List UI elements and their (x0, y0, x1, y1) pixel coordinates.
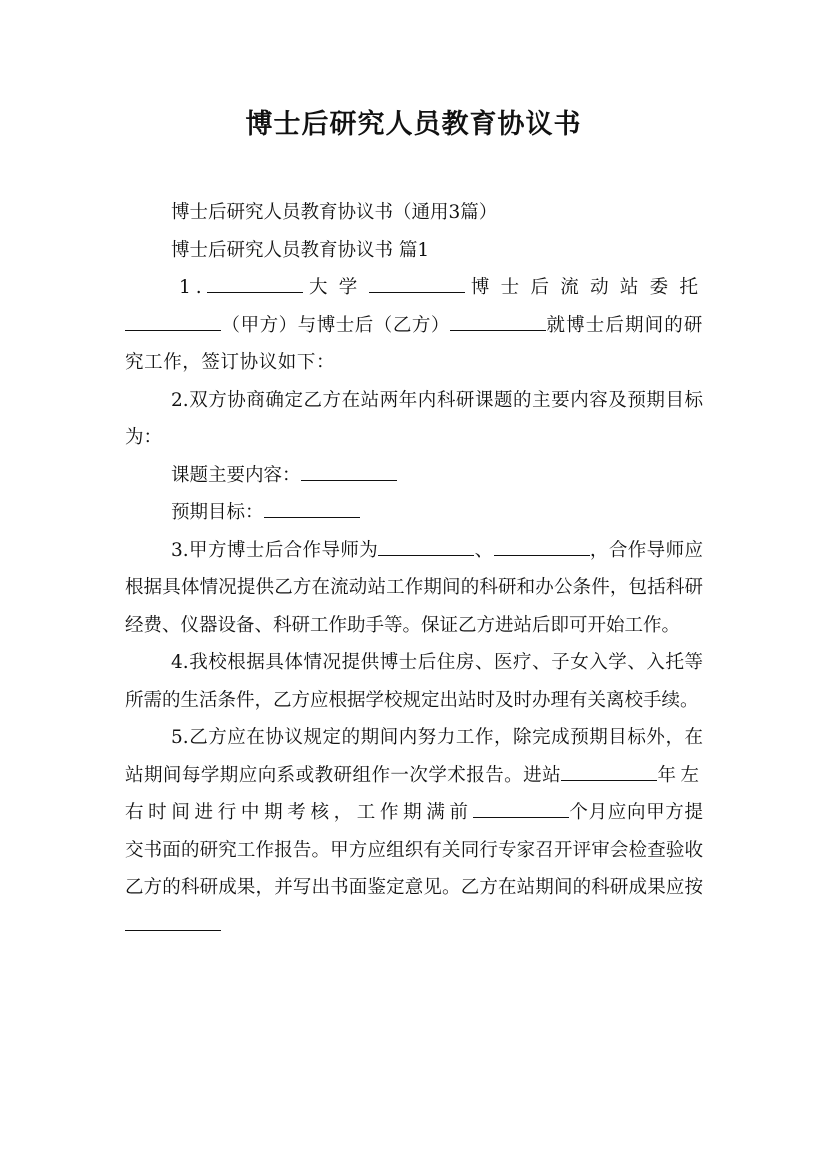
para5-rest: 个月应向甲方提交书面的研究工作报告。甲方应组织有关同行专家召开评审会检查验收乙方的科研成果，并写出书面鉴定意见。乙方在站期间的科研成果应按 (125, 802, 703, 898)
blank-years (561, 758, 657, 781)
section-heading: 博士后研究人员教育协议书 篇1 (171, 239, 430, 261)
blank-results (125, 908, 221, 931)
blank-advisor-1 (378, 533, 474, 556)
blank-topic (301, 458, 397, 481)
para1-rest: 就博士后期间的研究工作，签订协议如下： (125, 314, 703, 373)
para5-mid: 年左右时间进行中期考核，工作期满前 (125, 764, 703, 823)
paragraph-1 (125, 269, 703, 382)
para1-station: 博士后流动站委托 (464, 277, 703, 298)
blank-party-b (450, 308, 546, 331)
blank-months (473, 795, 569, 818)
blank-advisor-2 (494, 533, 590, 556)
paragraph-4: 4.我校根据具体情况提供博士后住房、医疗、子女入学、入托等所需的生活条件，乙方应根据学校规定出站时及时办理有关离校手续。 (125, 652, 703, 711)
para1-university: 大学 (302, 277, 369, 298)
blank-university (207, 270, 303, 293)
blank-goal (264, 495, 360, 518)
topic-line (125, 457, 703, 495)
blank-party-a (125, 308, 221, 331)
topic-label: 课题主要内容： (171, 464, 301, 486)
paragraph-3 (125, 532, 703, 645)
para5-lead: 5.乙方应在协议规定的期间内努力工作，除完成预期目标外，在站期间每学期应向系或教研组作一次学术报告。进站 (125, 727, 703, 786)
paragraph-2: 2.双方协商确定乙方在站两年内科研课题的主要内容及预期目标为： (125, 389, 703, 448)
para3-lead: 3.甲方博士后合作导师为 (171, 539, 379, 561)
document-subtitle: 博士后研究人员教育协议书（通用3篇） (171, 202, 498, 223)
para1-parties: （甲方）与博士后（乙方） (221, 314, 450, 336)
goal-line (125, 494, 703, 532)
goal-label: 预期目标： (171, 502, 264, 523)
blank-station (369, 270, 465, 293)
paragraph-5 (125, 719, 703, 944)
para3-sep: 、 (474, 539, 494, 561)
document-body (125, 194, 703, 944)
document-title: 博士后研究人员教育协议书 (245, 109, 582, 140)
para3-rest: ，合作导师应根据具体情况提供乙方在流动站工作期间的科研和办公条件，包括科研经费、仪器设备、科研工作助手等。保证乙方进站后即可开始工作。 (125, 539, 703, 636)
para1-number: 1. (179, 277, 207, 298)
